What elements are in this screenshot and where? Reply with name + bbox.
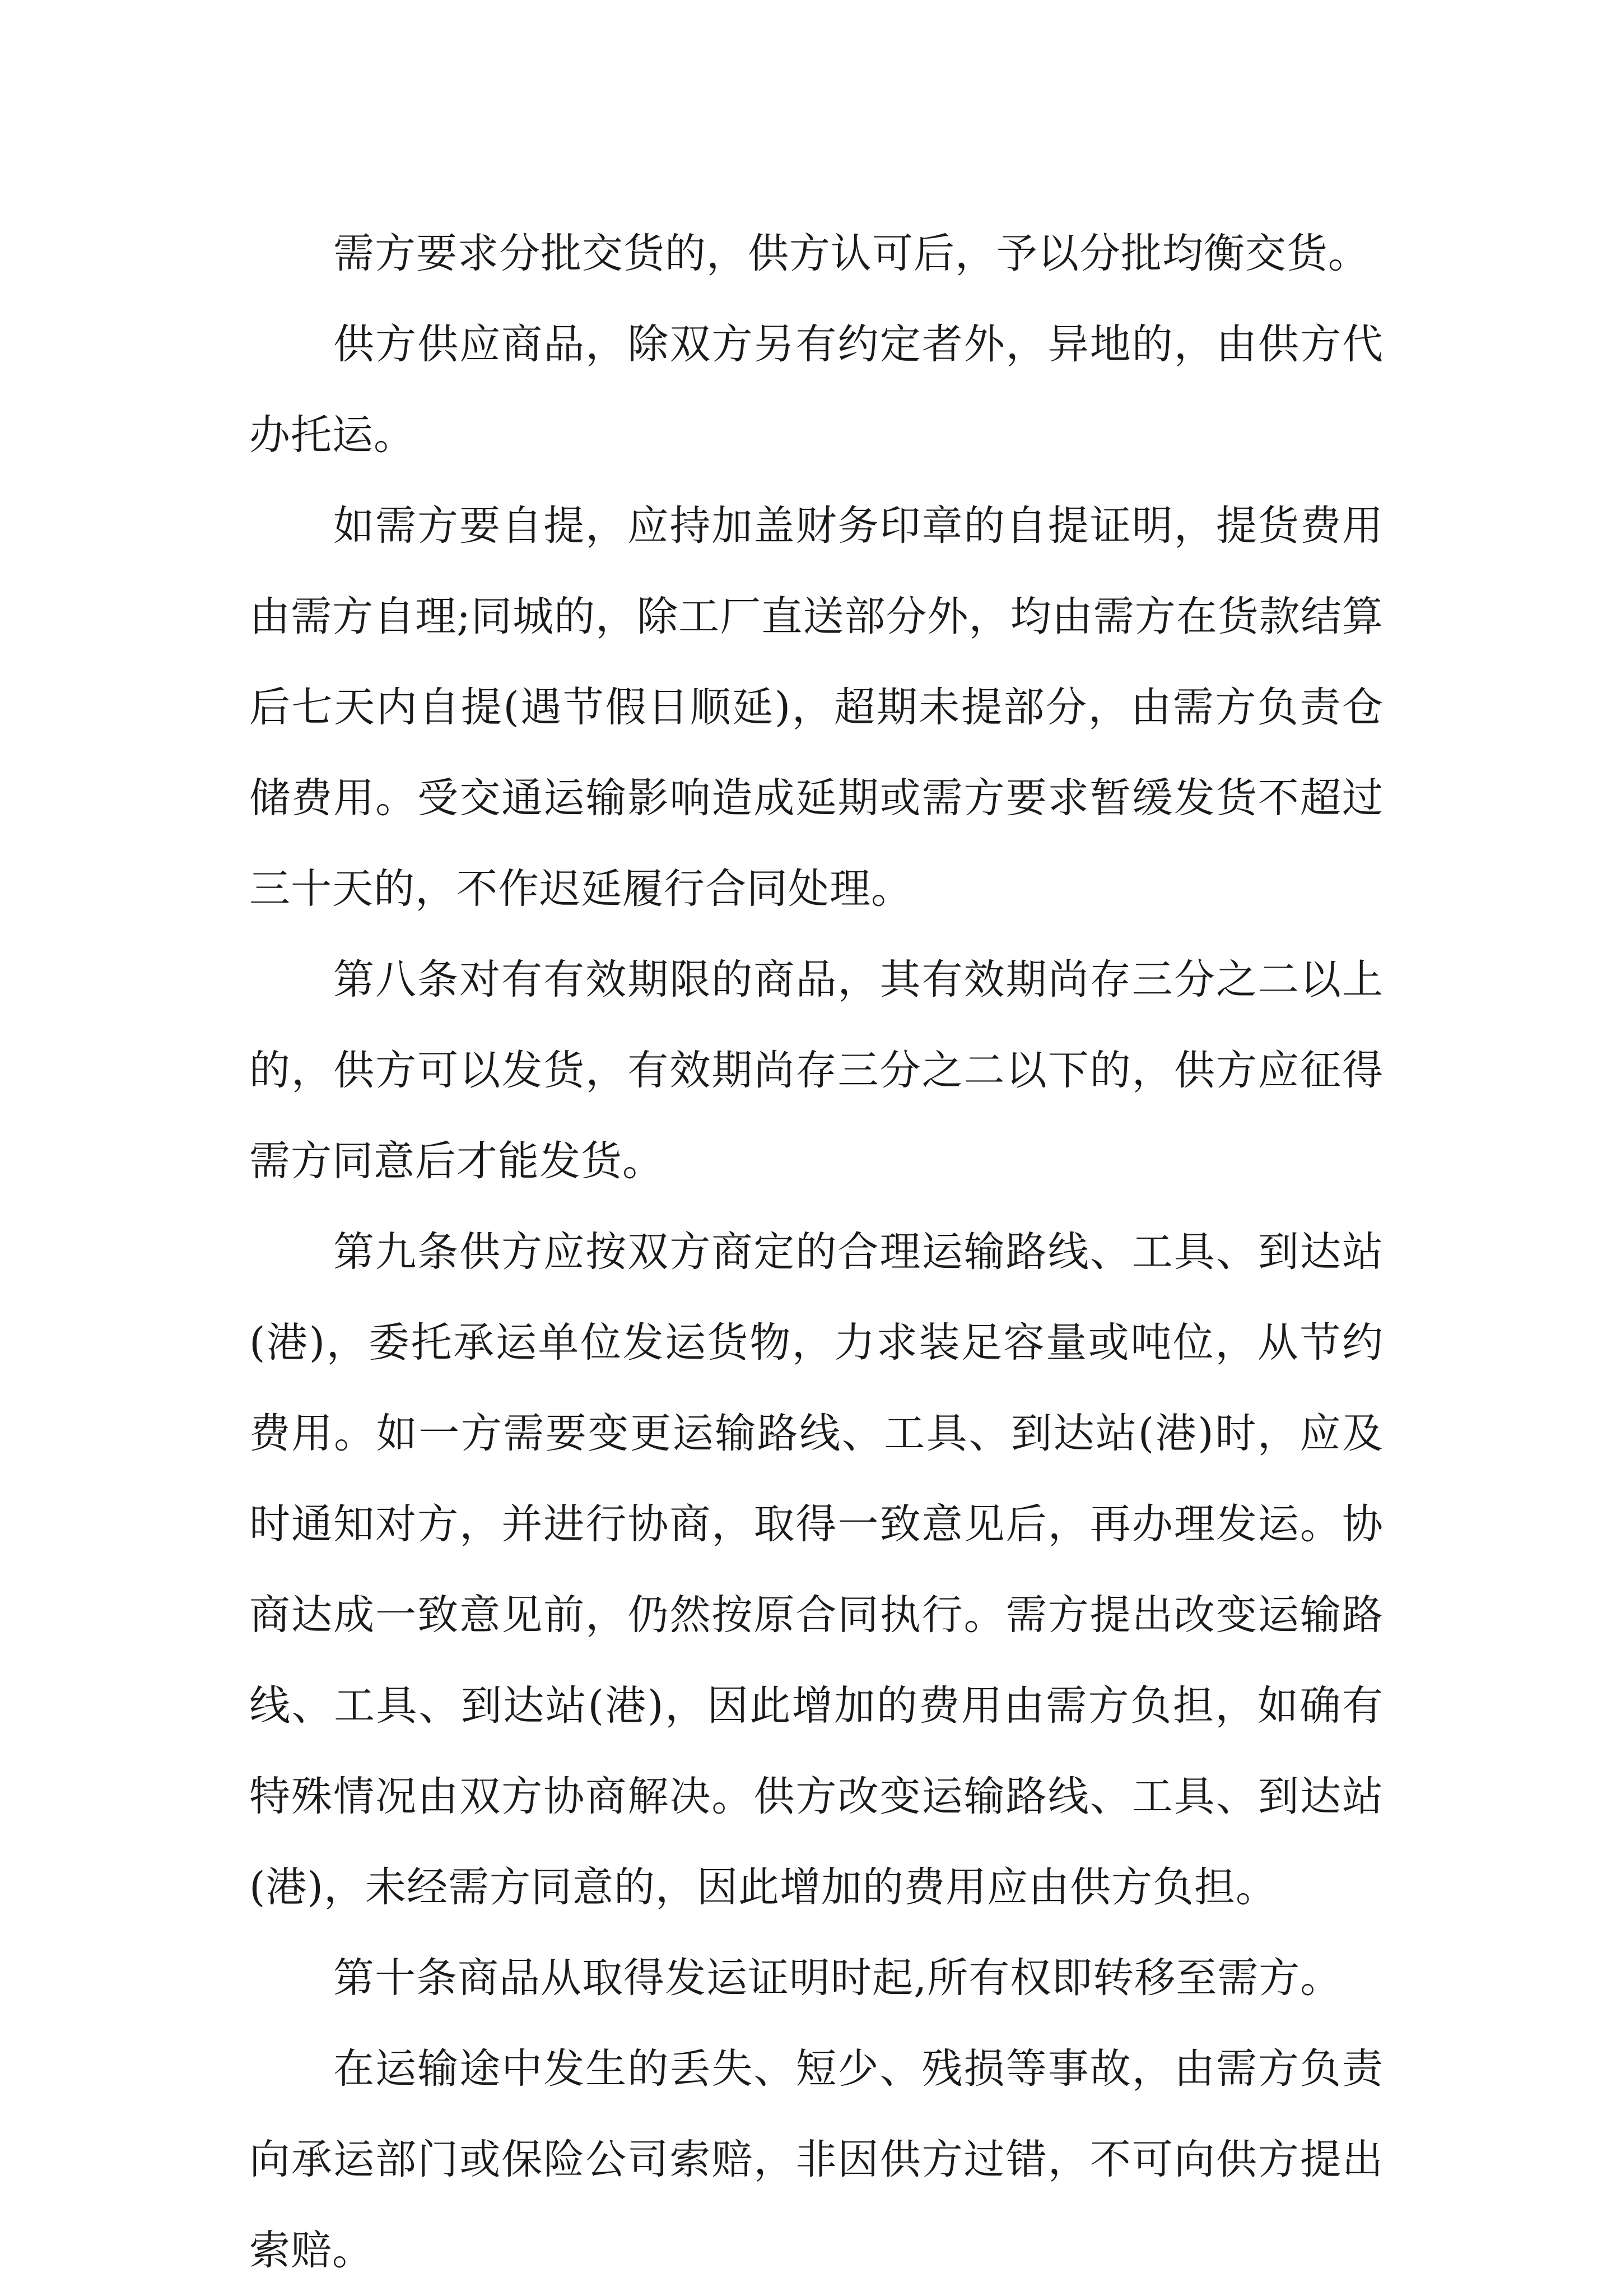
paragraph-batch-delivery: 需方要求分批交货的，供方认可后，予以分批均衡交货。 xyxy=(333,230,1370,277)
paragraph-article-8: 第八条对有有效期限的商品，其有效期尚存三分之二以上的，供方可以发货，有效期尚存三分之二以下的，供方应征得需方同意后才能发货。 xyxy=(249,956,1384,1185)
paragraph-consignment: 供方供应商品，除双方另有约定者外，异地的，由供方代办托运。 xyxy=(249,320,1384,459)
document-body xyxy=(249,208,1384,2296)
paragraph-transport-loss: 在运输途中发生的丢失、短少、残损等事故，由需方负责向承运部门或保险公司索赔，非因供方过错，不可向供方提出索赔。 xyxy=(249,2045,1384,2274)
paragraph-article-10: 第十条商品从取得发运证明时起,所有权即转移至需方。 xyxy=(333,1954,1342,2002)
paragraph-self-pickup: 如需方要自提，应持加盖财务印章的自提证明，提货费用由需方自理;同城的，除工厂直送部分外，均由需方在货款结算后七天内自提(遇节假日顺延)，超期未提部分，由需方负责仓储费用。受交通运输影响造成延期或需方要求暂缓发货不超过三十天的，不作迟延履行合同处理。 xyxy=(249,502,1384,913)
paragraph-article-9: 第九条供方应按双方商定的合理运输路线、工具、到达站(港)，委托承运单位发运货物，力求装足容量或吨位，从节约费用。如一方需要变更运输路线、工具、到达站(港)时，应及时通知对方，并进行协商，取得一致意见后，再办理发运。协商达成一致意见前，仍然按原合同执行。需方提出改变运输路线、工具、到达站(港)，因此增加的费用由需方负担，如确有特殊情况由双方协商解决。供方改变运输路线、工具、到达站(港)，未经需方同意的，因此增加的费用应由供方负担。 xyxy=(249,1228,1384,1911)
